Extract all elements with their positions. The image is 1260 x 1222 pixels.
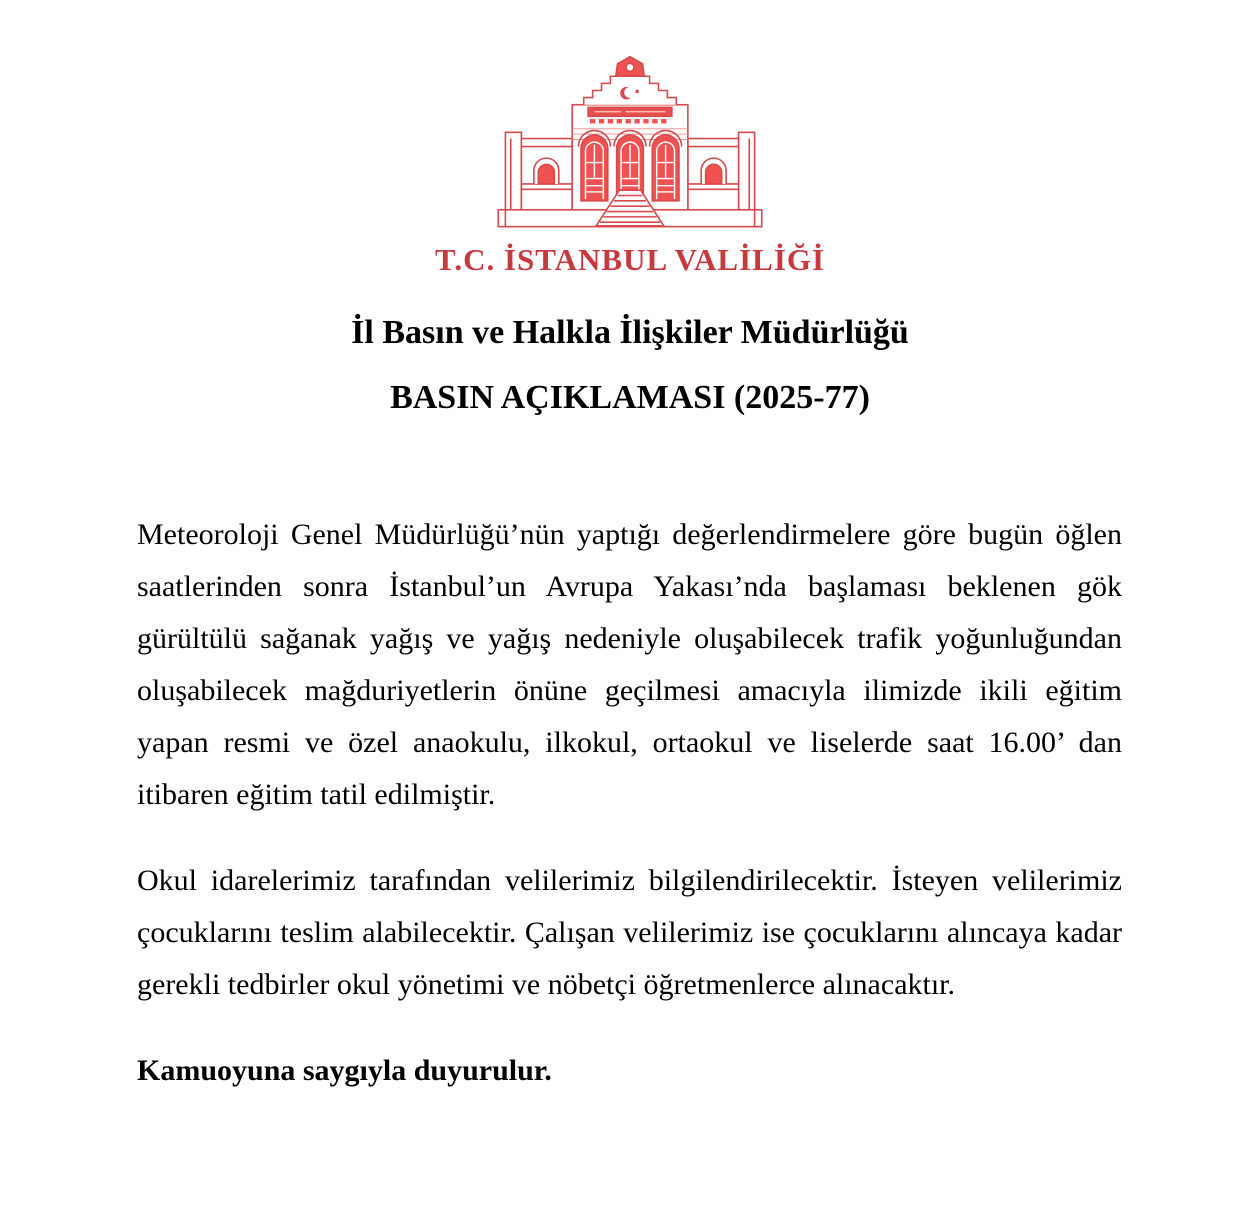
document-body bbox=[137, 509, 1122, 1097]
body-paragraph-1: Meteoroloji Genel Müdürlüğü’nün yaptığı değerlendirmelere göre bugün öğlen saatlerinden sonra İstanbul’un Avrupa Yakası’nda başlaması beklenen gök gürültülü sağanak yağış ve yağış nedeniyle oluşabilecek trafik yoğunluğundan oluşabilecek mağduriyetlerin önüne geçilmesi amacıyla ilimizde ikili eğitim yapan resmi ve özel anaokulu, ilkokul, ortaokul ve liselerde saat 16.00’ dan itibaren eğitim tatil edilmiştir. bbox=[137, 518, 1122, 811]
department-heading: İl Basın ve Halkla İlişkiler Müdürlüğü bbox=[351, 314, 909, 351]
valilik-building-logo-icon bbox=[484, 54, 776, 232]
org-name: T.C. İSTANBUL VALİLİĞİ bbox=[434, 242, 826, 277]
body-paragraph-2: Okul idarelerimiz tarafından velilerimiz bilgilendirilecektir. İsteyen velilerimiz çocuklarını teslim alabilecektir. Çalışan velilerimiz ise çocuklarını alıncaya kadar gerekli tedbirler okul yönetimi ve nöbetçi öğretmenlerce alınacaktır. bbox=[137, 864, 1122, 1001]
press-release-title: BASIN AÇIKLAMASI (2025-77) bbox=[390, 379, 870, 416]
closing-statement: Kamuoyuna saygıyla duyurulur. bbox=[137, 1054, 552, 1087]
letterhead bbox=[0, 0, 1260, 278]
